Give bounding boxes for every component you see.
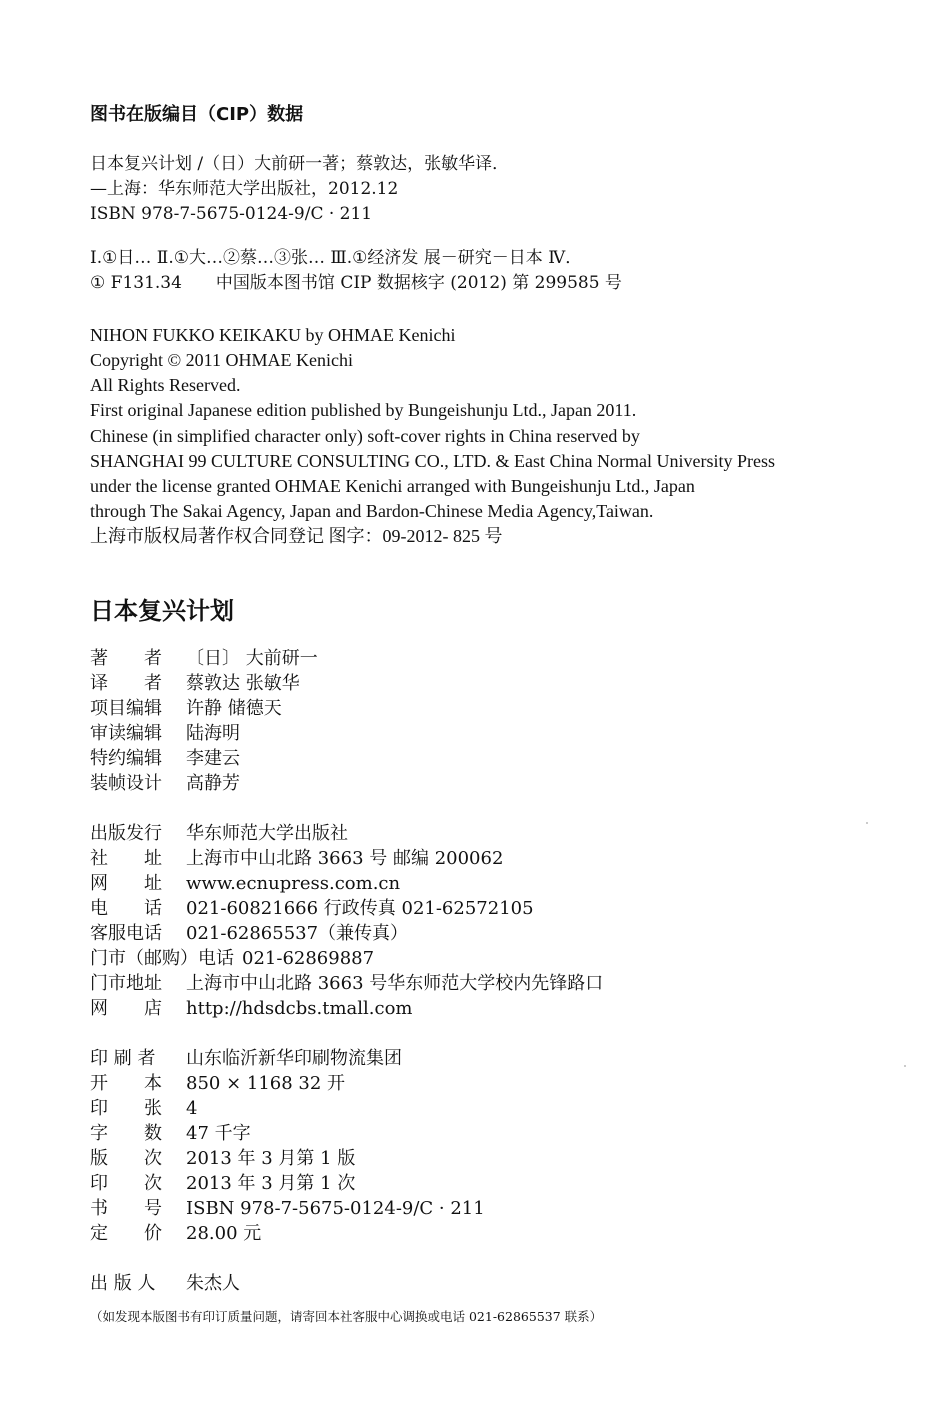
cip-heading: 图书在版编目（CIP）数据	[90, 104, 304, 125]
credit-row	[90, 700, 282, 718]
publisher-label: 电 话	[90, 898, 162, 919]
publisher-label: 门市（邮购）电话	[90, 948, 234, 969]
publisher-shop-link[interactable]: http://hdsdcbs.tmall.com	[186, 998, 413, 1019]
publisher-value: 上海市中山北路 3663 号华东师范大学校内先锋路口	[186, 973, 604, 994]
publisher-person-value: 朱杰人	[186, 1273, 240, 1294]
publisher-label: 网 店	[90, 998, 162, 1019]
book-title: 日本复兴计划	[90, 597, 234, 625]
cip-line: 日本复兴计划 /（日）大前研一著；蔡敦达，张敏华译．	[90, 154, 510, 174]
credit-label: 著 者	[90, 648, 162, 669]
publisher-row	[90, 1000, 412, 1018]
printing-label: 印 张	[90, 1098, 162, 1119]
copyright-line: All Rights Reserved.	[90, 375, 241, 395]
printing-label: 字 数	[90, 1123, 162, 1144]
printing-row	[90, 1125, 251, 1143]
copyright-line: through The Sakai Agency, Japan and Bardon-Chinese Media Agency,Taiwan.	[90, 501, 654, 521]
credit-value: 〔日〕 大前研一	[186, 648, 318, 669]
printing-row	[90, 1050, 402, 1068]
publisher-row	[90, 825, 348, 843]
publisher-value: 021-60821666 行政传真 021-62572105	[186, 898, 534, 919]
printing-label: 版 次	[90, 1148, 162, 1169]
printing-value: 28.00 元	[186, 1223, 262, 1244]
publisher-row	[90, 925, 408, 943]
credit-value: 许静 储德天	[186, 698, 282, 719]
credit-value: 陆海明	[186, 723, 240, 744]
scan-speck	[866, 822, 868, 824]
printing-row	[90, 1100, 197, 1118]
printing-label: 书 号	[90, 1198, 162, 1219]
credit-value: 蔡敦达 张敏华	[186, 673, 300, 694]
credit-label: 装帧设计	[90, 773, 162, 794]
publisher-person-row	[90, 1275, 240, 1293]
publisher-label: 网 址	[90, 873, 162, 894]
publisher-value: 021-62869887	[242, 948, 375, 969]
credit-label: 特约编辑	[90, 748, 162, 769]
cip-line: ISBN 978-7-5675-0124-9/C · 211	[90, 204, 373, 224]
publisher-value: 上海市中山北路 3663 号 邮编 200062	[186, 848, 504, 869]
publisher-row	[90, 950, 374, 968]
copyright-line: Copyright © 2011 OHMAE Kenichi	[90, 350, 353, 370]
publisher-value: 021-62865537（兼传真）	[186, 923, 409, 944]
credit-label: 审读编辑	[90, 723, 162, 744]
printing-label: 印 次	[90, 1173, 162, 1194]
printing-value: 4	[186, 1098, 198, 1119]
credit-label: 项目编辑	[90, 698, 162, 719]
printing-label: 定 价	[90, 1223, 162, 1244]
printing-value: ISBN 978-7-5675-0124-9/C · 211	[186, 1198, 485, 1219]
credit-row	[90, 650, 318, 668]
quality-notice: （如发现本版图书有印订质量问题，请寄回本社客服中心调换或电话 021-62865537 联系）	[90, 1309, 603, 1324]
credit-value: 高静芳	[186, 773, 240, 794]
printing-row	[90, 1175, 355, 1193]
printing-value: 山东临沂新华印刷物流集团	[186, 1048, 402, 1069]
copyright-line: NIHON FUKKO KEIKAKU by OHMAE Kenichi	[90, 325, 456, 345]
printing-value: 2013 年 3 月第 1 版	[186, 1148, 356, 1169]
printing-row	[90, 1150, 355, 1168]
publisher-row	[90, 850, 503, 868]
copyright-line: under the license granted OHMAE Kenichi arranged with Bungeishunju Ltd., Japan	[90, 476, 695, 496]
printing-row	[90, 1225, 261, 1243]
cip-line: —上海：华东师范大学出版社，2012.12	[90, 179, 399, 199]
copyright-line: SHANGHAI 99 CULTURE CONSULTING CO., LTD. & East China Normal University Press	[90, 451, 775, 471]
scan-speck	[904, 1065, 906, 1067]
printing-label: 印 刷 者	[90, 1048, 156, 1069]
cip-line: Ⅰ.①日… Ⅱ.①大…②蔡…③张… Ⅲ.①经济发 展－研究－日本 Ⅳ．	[90, 248, 583, 268]
publisher-label: 社 址	[90, 848, 162, 869]
credit-row	[90, 675, 300, 693]
copyright-registration: 上海市版权局著作权合同登记 图字：09-2012- 825 号	[90, 526, 503, 546]
printing-row	[90, 1075, 345, 1093]
copyright-line: Chinese (in simplified character only) soft-cover rights in China reserved by	[90, 426, 640, 446]
copyright-page	[90, 0, 930, 1425]
printing-label: 开 本	[90, 1073, 162, 1094]
printing-value: 47 千字	[186, 1123, 251, 1144]
publisher-row	[90, 900, 534, 918]
publisher-person-label: 出 版 人	[90, 1273, 156, 1294]
publisher-label: 出版发行	[90, 823, 162, 844]
publisher-row	[90, 975, 603, 993]
publisher-label: 门市地址	[90, 973, 162, 994]
credit-row	[90, 725, 240, 743]
publisher-row	[90, 875, 400, 893]
credit-label: 译 者	[90, 673, 162, 694]
publisher-label: 客服电话	[90, 923, 162, 944]
credit-value: 李建云	[186, 748, 240, 769]
credit-row	[90, 750, 240, 768]
publisher-value: 华东师范大学出版社	[186, 823, 348, 844]
printing-row	[90, 1200, 485, 1218]
credit-row	[90, 775, 240, 793]
cip-line: ① F131.34 中国版本图书馆 CIP 数据核字 (2012) 第 299585 号	[90, 273, 622, 293]
printing-value: 850 × 1168 32 开	[186, 1073, 346, 1094]
printing-value: 2013 年 3 月第 1 次	[186, 1173, 356, 1194]
publisher-website[interactable]: www.ecnupress.com.cn	[186, 873, 401, 894]
copyright-line: First original Japanese edition published by Bungeishunju Ltd., Japan 2011.	[90, 400, 637, 420]
